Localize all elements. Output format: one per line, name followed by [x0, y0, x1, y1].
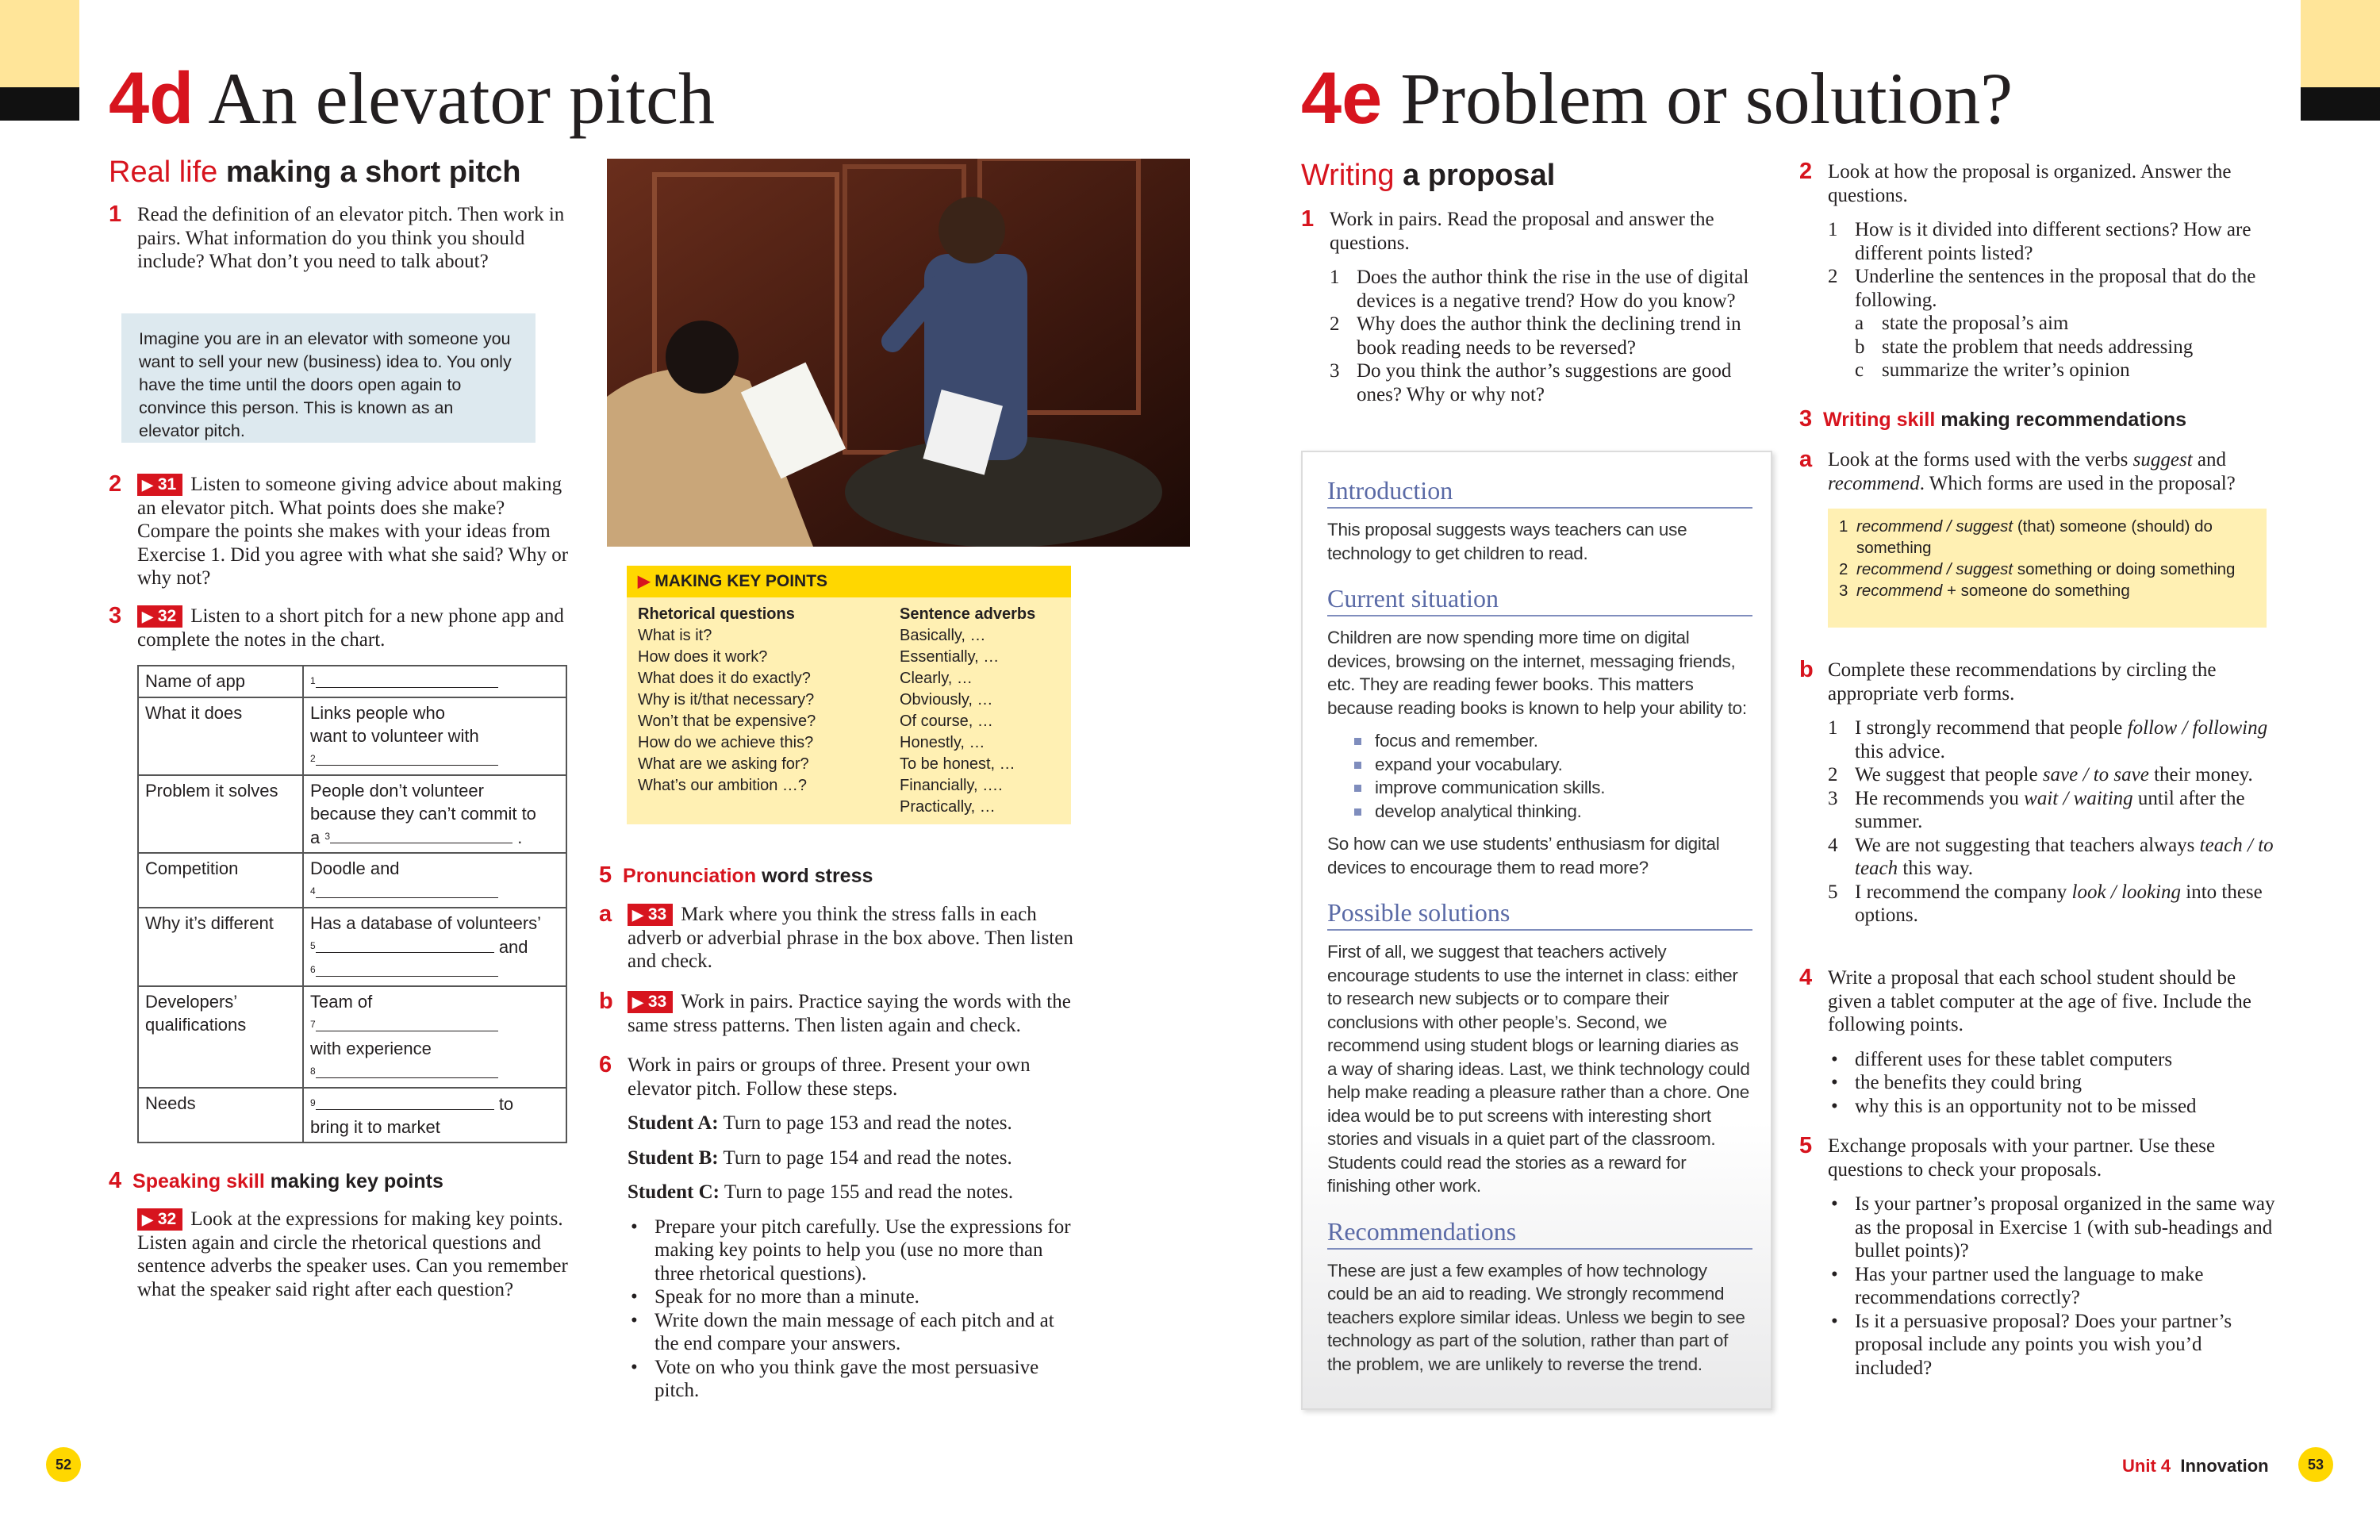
list-item: • Is it a persuasive proposal? Does your partner’s proposal include any points you wish you’d included? [1828, 1310, 2275, 1381]
proposal-paragraph: These are just a few examples of how technology could be an aid to reading. We strongly recommend teachers explore similar ideas. Unless we begin to see technology as part of the solution, rather than part of the problem, we are unlikely to reverse the trend. [1327, 1260, 1745, 1374]
proposal-heading-possible-solutions: Possible solutions [1327, 898, 1752, 931]
list-item: • Is your partner’s proposal organized in the same way as the proposal in Exercise 1 (with sub-headings and bullet points)? [1828, 1192, 2275, 1263]
row-label: Name of app [138, 666, 303, 697]
row-label: Why it’s different [138, 908, 303, 986]
table-row: Name of app $^1$ [138, 666, 566, 697]
audio-track-badge[interactable]: ▶ 32 [137, 605, 182, 628]
list-item: 4 We are not suggesting that teachers always teach / to teach this way. [1828, 834, 2274, 879]
exercise-1-right: 1 Work in pairs. Read the proposal and answer the questions. 1 Does the author think the rise in the use of digital devices is a negative trend? How do you know? 2 Why does the author think the declining trend in book reading needs to be reversed? 3 Do you think the author’s suggestions are good ones? Why or why not? [1301, 208, 1777, 406]
list-item: • why this is an opportunity not to be missed [1828, 1095, 2275, 1119]
list-item: 2 We suggest that people save / to save their money. [1828, 764, 2253, 785]
section-heading-real-life: Real life making a short pitch [109, 156, 521, 189]
exercise-6: 6 Work in pairs or groups of three. Present your own elevator pitch. Follow these steps. Student A: Turn to page 153 and read the notes. Student B: Turn to page 154 and read the notes. Student C: Turn to page 155 and read the notes. • Prepare your pitch carefully. Use the expressions for making key points to help you (use no more than three rhetorical questions). • Speak for no more than a minute. • Write down the main message of each pitch and at the end compare your answers. • Vote on who you think gave the most persuasive pitch. [599, 1054, 1079, 1403]
page-title-left: 4d An elevator pitch [109, 58, 715, 139]
key-points-box [627, 566, 1071, 824]
exercise-5a: a ▶ 33 Mark where you think the stress falls in each adverb or adverbial phrase in the box above. Then listen and check. [599, 901, 1073, 972]
list-item: improve communication skills. [1327, 776, 1752, 800]
audio-track-badge[interactable]: ▶ 32 [137, 1208, 182, 1231]
blank-field[interactable] [316, 880, 498, 898]
list-item: 1 How is it divided into different sections? How are different points listed? [1828, 219, 2251, 264]
list-item: 2 Underline the sentences in the proposal that do the following. [1828, 266, 2256, 311]
list-item: 2 Why does the author think the declining trend in book reading needs to be reversed? [1330, 313, 1741, 359]
corner-tab-right [2301, 0, 2380, 87]
proposal-paragraph: Children are now spending more time on digital devices, browsing on the internet, messaging friends, etc. They are reading fewer books. This matters because reading books is known to help your ability to: [1327, 628, 1747, 718]
list-item: • Write down the main message of each pitch and at the end compare your answers. [628, 1309, 1079, 1356]
blank-field[interactable] [316, 1013, 498, 1031]
writing-skill-heading: 3 Writing skill making recommendations [1799, 406, 2187, 432]
pronunciation-heading: 5 Pronunciation word stress [599, 862, 873, 888]
exercise-3a-right: a Look at the forms used with the verbs suggest and recommend. Which forms are used in the proposal? [1799, 447, 2236, 494]
corner-bar-right [2301, 87, 2380, 121]
table-row: Why it’s different Has a database of volunteers’ $^5$ and $^6$ [138, 908, 566, 986]
exercise-4-right: 4 Write a proposal that each school student should be given a tablet computer at the age of five. Include the following points. • different uses for these tablet computers • the benefits they could bring • why this is an opportunity not to be missed [1799, 966, 2275, 1118]
list-item: • Prepare your pitch carefully. Use the expressions for making key points to help you (use no more than three rhetorical questions). [628, 1215, 1079, 1286]
proposal-document [1301, 451, 1772, 1410]
blank-field[interactable] [316, 670, 498, 688]
exercise-3: 3 ▶ 32 Listen to a short pitch for a new phone app and complete the notes in the chart. [109, 603, 564, 651]
list-item: 3 recommend + someone do something [1839, 582, 2130, 600]
table-row: What it does Links people who want to volunteer with $^2$ [138, 697, 566, 775]
corner-tab-left [0, 0, 79, 87]
list-item: a state the proposal’s aim [1855, 313, 2069, 334]
list-item: 1 Does the author think the rise in the use of digital devices is a negative trend? How do you know? [1330, 267, 1749, 312]
list-item: develop analytical thinking. [1327, 800, 1752, 824]
table-row: Needs $^9$ to bring it to market [138, 1088, 566, 1143]
blank-field[interactable] [330, 825, 512, 843]
list-item: • Has your partner used the language to make recommendations correctly? [1828, 1263, 2275, 1310]
verb-forms-box [1828, 509, 2267, 628]
row-label: Competition [138, 853, 303, 908]
audio-track-badge[interactable]: ▶ 31 [137, 474, 182, 496]
corner-bar-left [0, 87, 79, 121]
proposal-paragraph: So how can we use students’ enthusiasm for digital devices to encourage them to read more? [1327, 834, 1720, 878]
list-item: expand your vocabulary. [1327, 753, 1752, 777]
sentence-adverbs-column: Sentence adverbs Basically, … Essentially, … Clearly, … Obviously, … Of course, … Honestly, … To be honest, … Financially, …. Practically, … [900, 605, 1036, 816]
exercise-5b: b ▶ 33 Work in pairs. Practice saying the words with the same stress patterns. Then listen again and check. [599, 989, 1071, 1036]
row-label: Problem it solves [138, 775, 303, 853]
notes-chart [137, 665, 567, 1143]
table-row: Problem it solves People don’t volunteer because they can’t commit to a $^3$ . [138, 775, 566, 853]
list-item: 2 recommend / suggest something or doing something [1839, 560, 2236, 578]
proposal-paragraph: This proposal suggests ways teachers can use technology to get children to read. [1327, 520, 1687, 563]
audio-track-badge[interactable]: ▶ 33 [628, 991, 673, 1013]
exercise-2: 2 ▶ 31 Listen to someone giving advice about making an elevator pitch. What points does she make? Compare the points she makes with your ideas from Exercise 1. Did you agree with what she said? Why or why not? [109, 471, 569, 589]
speaking-skill-heading: 4 Speaking skill making key points [109, 1168, 443, 1193]
list-item: • Speak for no more than a minute. [628, 1285, 1079, 1309]
audio-track-badge[interactable]: ▶ 33 [628, 904, 673, 926]
page-title-right: 4e Problem or solution? [1301, 58, 2013, 139]
list-item: c summarize the writer’s opinion [1855, 359, 2130, 381]
list-item: focus and remember. [1327, 729, 1752, 753]
exercise-1: 1 Read the definition of an elevator pitch. Then work in pairs. What information do you think you should include? What don’t you need to talk about? [109, 202, 565, 272]
list-item: • Vote on who you think gave the most persuasive pitch. [628, 1356, 1079, 1403]
key-points-title: ▶ MAKING KEY POINTS [627, 566, 1071, 597]
blank-field[interactable] [316, 935, 494, 953]
blank-field[interactable] [316, 1092, 494, 1110]
row-label: Developers’ qualifications [138, 986, 303, 1088]
proposal-paragraph: First of all, we suggest that teachers actively encourage students to use the internet in class: either to research new subjects or to compare their conclusions with other people’s. Second, we recommend using student blogs or learning diaries as a way of sharing ideas. Last, we think technology could help make reading a pleasure rather than a chore. One idea would be to put screens with interesting short stories and visuals in a quiet part of the classroom. Students could read the stories as a reward for finishing other work. [1327, 942, 1750, 1196]
proposal-heading-introduction: Introduction [1327, 476, 1752, 509]
row-label: What it does [138, 697, 303, 775]
blank-field[interactable] [316, 958, 498, 977]
unit-footer: Unit 4 Innovation [2122, 1456, 2269, 1476]
list-item: b state the problem that needs addressing [1855, 336, 2194, 358]
exercise-5-right: 5 Exchange proposals with your partner. Use these questions to check your proposals. • Is your partner’s proposal organized in the same way as the proposal in Exercise 1 (with sub-headings and bullet points)? • Has your partner used the language to make recommendations correctly? • Is it a persuasive proposal? Does your partner’s proposal include any points you wish you’d included? [1799, 1135, 2275, 1380]
list-item: 5 I recommend the company look / looking into these options. [1828, 881, 2263, 926]
list-item: 1 I strongly recommend that people follow / following this advice. [1828, 717, 2268, 762]
exercise-2-right: 2 Look at how the proposal is organized. Answer the questions. 1 How is it divided into different sections? How are different points listed? 2 Underline the sentences in the proposal that do the following. a state the proposal’s aim b state the problem that needs addressing c summarize the writer’s opinion [1799, 160, 2275, 382]
blank-field[interactable] [316, 747, 498, 766]
row-label: Needs [138, 1088, 303, 1143]
list-item: 3 Do you think the author’s suggestions are good ones? Why or why not? [1330, 360, 1732, 405]
page-number-right: 53 [2298, 1447, 2333, 1482]
section-heading-writing: Writing a proposal [1301, 159, 1556, 192]
list-item: • different uses for these tablet computers [1828, 1048, 2275, 1072]
exercise-3b-right: b Complete these recommendations by circling the appropriate verb forms. 1 I strongly recommend that people follow / following this advice. 2 We suggest that people save / to save their money. 3 He recommends you wait / waiting until after the summer. 4 We are not suggesting that teachers always teach / to teach this way. 5 I recommend the company look / looking into these options. [1799, 659, 2279, 927]
rhetorical-questions-column: Rhetorical questions What is it? How does it work? What does it do exactly? Why is it/that necessary? Won’t that be expensive? How do we achieve this? What are we asking for? What’s our ambition …? [638, 605, 816, 794]
elevator-photo [607, 159, 1190, 547]
list-item: 1 recommend / suggest (that) someone (should) do something [1839, 517, 2213, 557]
proposal-heading-recommendations: Recommendations [1327, 1217, 1752, 1250]
definition-box: Imagine you are in an elevator with someone you want to sell your new (business) idea to. You only have the time until the doors open again to convince this person. This is known as an elevator pitch. [121, 313, 536, 443]
table-row: Competition Doodle and $^4$ [138, 853, 566, 908]
proposal-heading-current-situation: Current situation [1327, 584, 1752, 616]
list-item: • the benefits they could bring [1828, 1071, 2275, 1095]
exercise-4: ▶ 32 Look at the expressions for making key points. Listen again and circle the rhetorical questions and sentence adverbs the speaker uses. Can you remember what the speaker said right after each question? [137, 1208, 568, 1300]
blank-field[interactable] [316, 1060, 498, 1078]
table-row: Developers’ qualifications Team of $^7$ with experience $^8$ [138, 986, 566, 1088]
list-item: 3 He recommends you wait / waiting until after the summer. [1828, 787, 2245, 832]
page-number-left: 52 [46, 1447, 81, 1482]
